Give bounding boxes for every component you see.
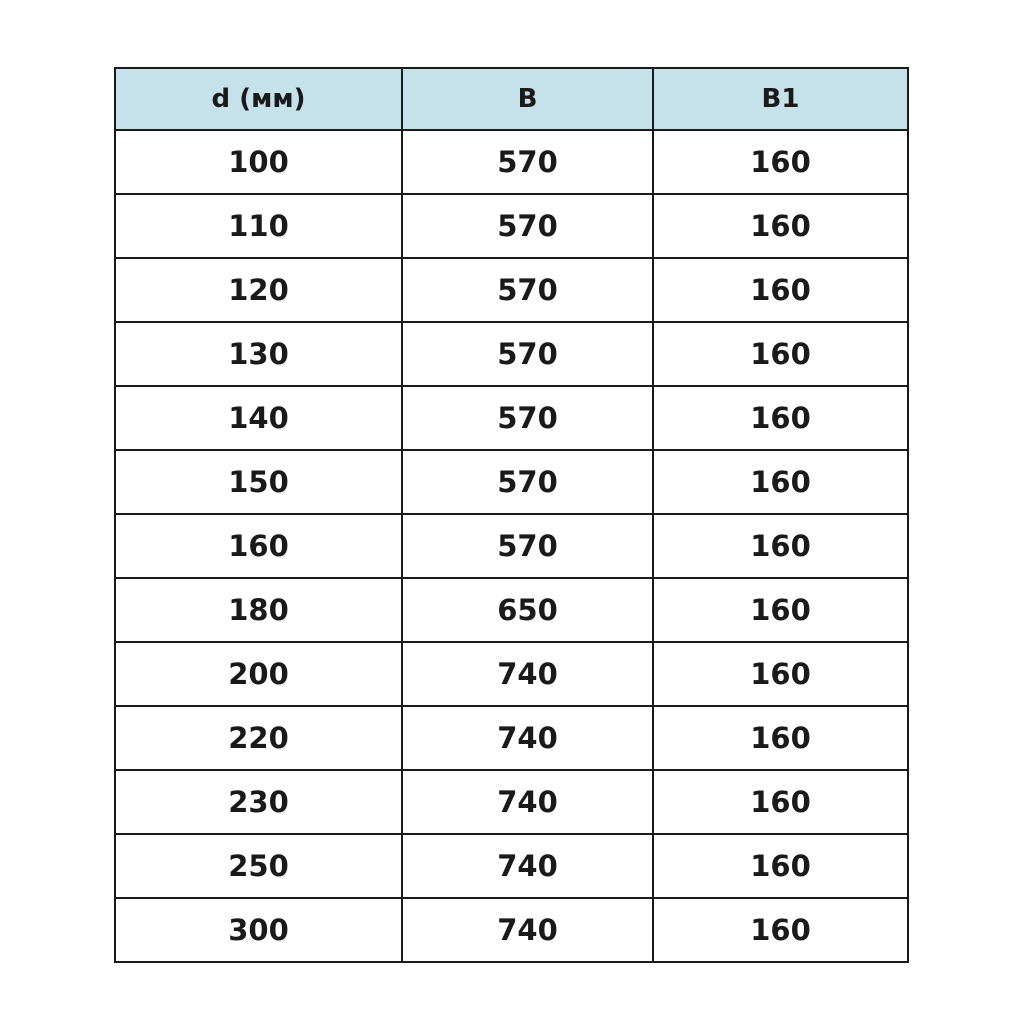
cell-d: 110	[115, 194, 402, 258]
cell-b1: 160	[653, 706, 908, 770]
cell-d: 100	[115, 130, 402, 194]
cell-d: 250	[115, 834, 402, 898]
cell-d: 180	[115, 578, 402, 642]
cell-d: 200	[115, 642, 402, 706]
table-row	[115, 450, 908, 514]
header-row	[115, 68, 908, 130]
cell-b: 740	[402, 898, 653, 962]
cell-b: 570	[402, 450, 653, 514]
cell-d: 140	[115, 386, 402, 450]
cell-b1: 160	[653, 834, 908, 898]
cell-b: 650	[402, 578, 653, 642]
cell-b1: 160	[653, 642, 908, 706]
table-row	[115, 898, 908, 962]
cell-b1: 160	[653, 450, 908, 514]
cell-b1: 160	[653, 194, 908, 258]
cell-b1: 160	[653, 322, 908, 386]
cell-b1: 160	[653, 130, 908, 194]
table-row	[115, 322, 908, 386]
cell-b: 740	[402, 770, 653, 834]
table-row	[115, 386, 908, 450]
table-row	[115, 578, 908, 642]
table-header	[115, 68, 908, 130]
cell-b: 740	[402, 834, 653, 898]
table-row	[115, 642, 908, 706]
cell-b: 570	[402, 130, 653, 194]
table-row	[115, 194, 908, 258]
table-row	[115, 258, 908, 322]
table-row	[115, 130, 908, 194]
cell-d: 160	[115, 514, 402, 578]
table-row	[115, 514, 908, 578]
cell-b: 740	[402, 706, 653, 770]
cell-b1: 160	[653, 386, 908, 450]
dimensions-table	[114, 67, 909, 963]
cell-b1: 160	[653, 514, 908, 578]
column-header-d: d (мм)	[115, 68, 402, 130]
cell-d: 150	[115, 450, 402, 514]
column-header-b: B	[402, 68, 653, 130]
cell-d: 130	[115, 322, 402, 386]
cell-b: 570	[402, 386, 653, 450]
cell-b: 740	[402, 642, 653, 706]
column-header-b1: B1	[653, 68, 908, 130]
cell-b: 570	[402, 258, 653, 322]
table-row	[115, 834, 908, 898]
cell-b1: 160	[653, 258, 908, 322]
cell-b: 570	[402, 514, 653, 578]
table-body	[115, 130, 908, 962]
cell-b: 570	[402, 322, 653, 386]
cell-b1: 160	[653, 578, 908, 642]
table-row	[115, 770, 908, 834]
cell-b1: 160	[653, 898, 908, 962]
table-row	[115, 706, 908, 770]
cell-b1: 160	[653, 770, 908, 834]
cell-d: 230	[115, 770, 402, 834]
cell-b: 570	[402, 194, 653, 258]
cell-d: 120	[115, 258, 402, 322]
cell-d: 220	[115, 706, 402, 770]
cell-d: 300	[115, 898, 402, 962]
